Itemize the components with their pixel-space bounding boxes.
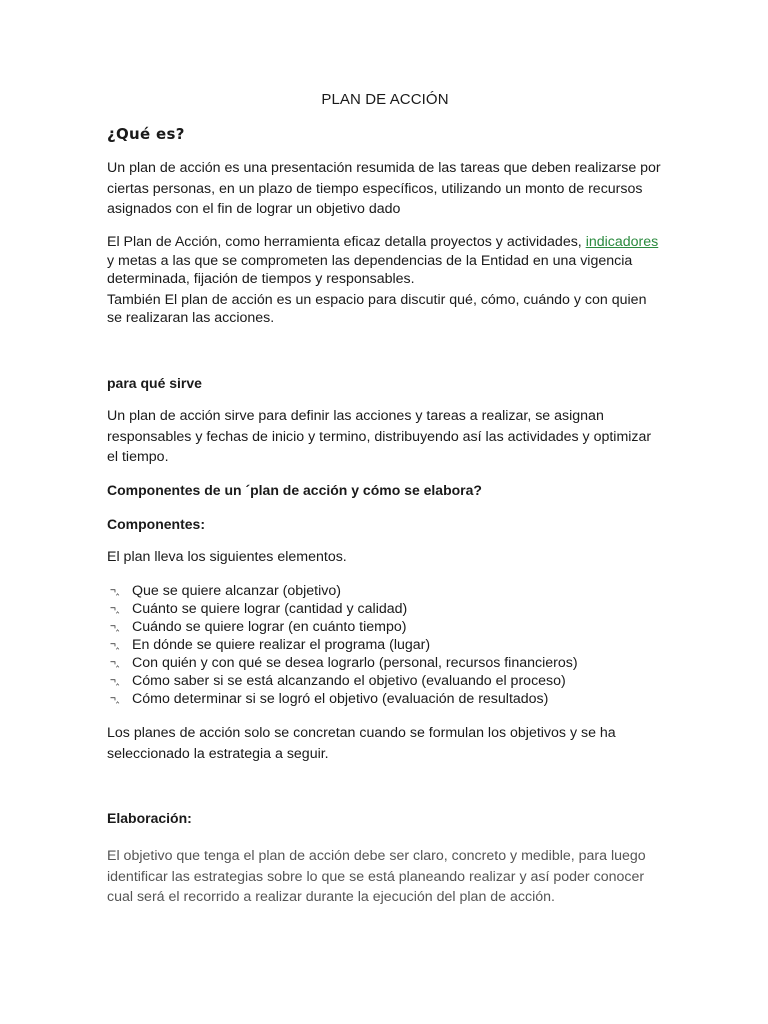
paragraph-planes-concretan: Los planes de acción solo se concretan cuando se formulan los objetivos y se ha seleccionado la estrategia a seguir. <box>107 725 616 762</box>
heading-que-es: ¿Qué es? <box>107 125 185 143</box>
bullet-icon: ¬‸ <box>110 603 120 615</box>
bullet-icon: ¬‸ <box>110 657 120 669</box>
list-item-text: Que se quiere alcanzar (objetivo) <box>132 583 341 599</box>
page-title: PLAN DE ACCIÓN <box>321 91 449 108</box>
list-item <box>107 582 663 600</box>
list-item-text: Con quién y con qué se desea lograrlo (personal, recursos financieros) <box>132 655 578 671</box>
bullet-icon: ¬‸ <box>110 585 120 597</box>
heading-para-que-sirve: para qué sirve <box>107 375 202 391</box>
list-item <box>107 618 663 636</box>
paragraph-definicion: Un plan de acción es una presentación resumida de las tareas que deben realizarse por ciertas personas, en un plazo de tiempo específicos, utilizando un monto de recursos asignados con el fin de lograr un objetivo dado <box>107 160 661 217</box>
paragraph-para-que-sirve: Un plan de acción sirve para definir las acciones y tareas a realizar, se asignan responsables y fechas de inicio y termino, distribuyendo así las actividades y optimizar el tiempo. <box>107 408 652 465</box>
bullet-icon: ¬‸ <box>110 693 120 705</box>
paragraph-elementos-intro: El plan lleva los siguientes elementos. <box>107 549 347 565</box>
list-item-text: Cuándo se quiere lograr (en cuánto tiempo) <box>132 619 407 635</box>
bullet-icon: ¬‸ <box>110 639 120 651</box>
list-item <box>107 690 663 708</box>
list-item <box>107 654 663 672</box>
list-item <box>107 600 663 618</box>
heading-elaboracion: Elaboración: <box>107 810 192 826</box>
list-item <box>107 636 663 654</box>
heading-componentes-elabora: Componentes de un ´plan de acción y cómo se elabora? <box>107 482 482 498</box>
list-item-text: Cómo determinar si se logró el objetivo (evaluación de resultados) <box>132 691 549 707</box>
components-list <box>107 582 663 708</box>
paragraph-plan-de-accion <box>107 233 663 328</box>
paragraph-text: El Plan de Acción, como herramienta eficaz detalla proyectos y actividades, <box>107 234 586 250</box>
list-item-text: Cuánto se quiere lograr (cantidad y calidad) <box>132 601 408 617</box>
bullet-icon: ¬‸ <box>110 621 120 633</box>
list-item <box>107 672 663 690</box>
bullet-icon: ¬‸ <box>110 675 120 687</box>
paragraph-elaboracion: El objetivo que tenga el plan de acción debe ser claro, concreto y medible, para luego identificar las estrategias sobre lo que se está planeando realizar y así poder conocer cual será el recorrido a realizar durante la ejecución del plan de acción. <box>107 848 646 905</box>
paragraph-text: y metas a las que se comprometen las dependencias de la Entidad en una vigencia determinada, fijación de tiempos y responsables. <box>107 252 633 287</box>
list-item-text: En dónde se quiere realizar el programa (lugar) <box>132 637 431 653</box>
heading-componentes: Componentes: <box>107 516 205 532</box>
link-indicadores[interactable]: indicadores <box>585 234 659 250</box>
paragraph-text: También El plan de acción es un espacio para discutir qué, cómo, cuándo y con quien se realizaran las acciones. <box>107 291 647 326</box>
list-item-text: Cómo saber si se está alcanzando el objetivo (evaluando el proceso) <box>132 673 566 689</box>
